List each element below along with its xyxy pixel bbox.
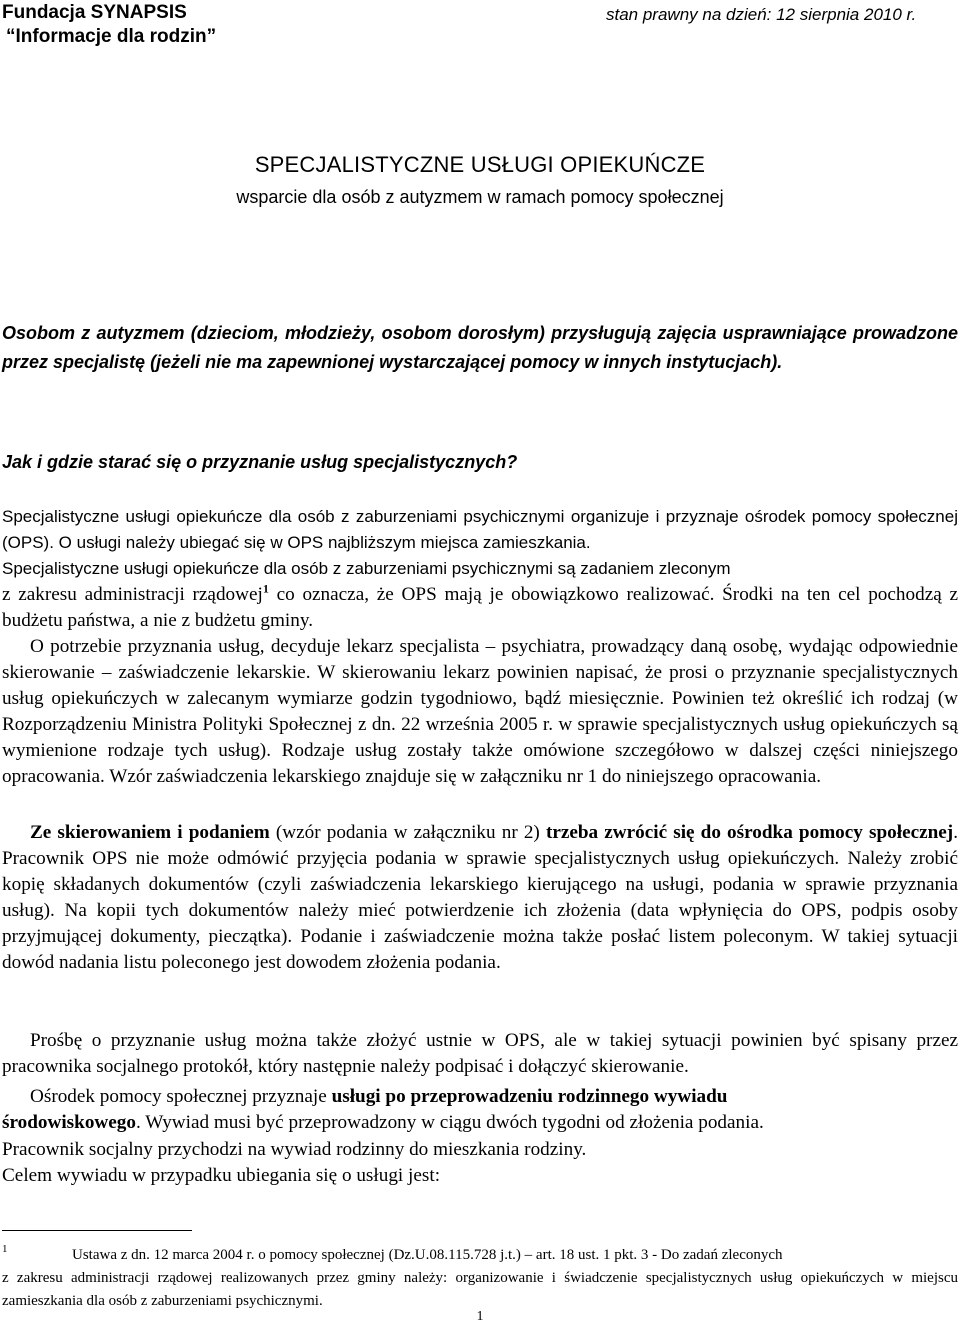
footnote-first-line: Ustawa z dn. 12 marca 2004 r. o pomocy społecznej (Dz.U.08.115.728 j.t.) – art. 18 ust. 1 pkt. 3 - Do zadań zleconych (72, 1247, 783, 1263)
emphasis-family-interview: usługi po przeprowadzeniu rodzinnego wywiadu (331, 1086, 728, 1107)
emphasis-referral-application: Ze skierowaniem i podaniem (30, 822, 270, 843)
footnote-reference: 1 (262, 581, 269, 596)
paragraph-oral-request: Prośbę o przyznanie usług można także złożyć ustnie w OPS, ale w takiej sytuacji powinien być spisany przez pracownika socjalnego protokół, który następnie należy podpisać i dołączyć skierowanie. (2, 1030, 958, 1077)
footnote-divider (2, 1230, 192, 1231)
section-heading: Jak i gdzie starać się o przyznanie usług specjalistycznych? (2, 452, 518, 472)
paragraph-state-budget-end: co oznacza, że OPS mają je obowiązkowo realizować. Środki na ten cel pochodzą z budżetu państwa, a nie z budżetu gminy. (2, 584, 958, 631)
paragraph-state-budget (2, 582, 958, 634)
paragraph-application (2, 820, 958, 976)
page-number: 1 (476, 1309, 484, 1324)
emphasis-contact-ops: trzeba zwrócić się do ośrodka pomocy społecznej (545, 822, 954, 843)
footnote-mark: 1 (2, 1243, 8, 1255)
document-title: SPECJALISTYCZNE USŁUGI OPIEKUŃCZE (254, 152, 706, 177)
series-title: “Informacje dla rodzin” (6, 26, 217, 47)
paragraph-social-worker: Pracownik socjalny przychodzi na wywiad rodzinny do mieszkania rodziny. (2, 1139, 587, 1160)
paragraph-state-budget-start: z zakresu administracji rządowej (2, 584, 263, 605)
paragraph-interview-goal: Celem wywiadu w przypadku ubiegania się o usługi jest: (2, 1165, 441, 1186)
document-subtitle: wsparcie dla osób z autyzmem w ramach pomocy społecznej (236, 187, 724, 207)
legal-status-date: stan prawny na dzień: 12 sierpnia 2010 r. (606, 5, 917, 24)
paragraph-ops-organizes: Specjalistyczne usługi opiekuńcze dla osób z zaburzeniami psychicznymi organizuje i przyznaje ośrodek pomocy społecznej (OPS). O usługi należy ubiegać się w OPS najbliższym miejsca zamieszkania. (2, 507, 958, 552)
footnote (2, 1244, 958, 1313)
footnote-continuation: z zakresu administracji rządowej realizowanych przez gminy należy: organizowanie i świadczenie specjalistycznych usług opiekuńczych w miejscu zamieszkania dla osób z zaburzeniami psychicznymi. (2, 1270, 958, 1309)
intro-paragraph: Osobom z autyzmem (dzieciom, młodzieży, osobom dorosłym) przysługują zajęcia usprawniające prowadzone przez specjalistę (jeżeli nie ma zapewnionej wystarczającej pomocy w innych instytucjach). (2, 323, 958, 372)
paragraph-commissioned-task: Specjalistyczne usługi opiekuńcze dla osób z zaburzeniami psychicznymi są zadaniem zleconym (2, 559, 731, 578)
application-template-note: (wzór podania w załączniku nr 2) (269, 822, 546, 843)
organization-name: Fundacja SYNAPSIS (2, 2, 187, 23)
paragraph-interview-intro (2, 1084, 958, 1110)
paragraph-interview-deadline (2, 1110, 958, 1136)
paragraph-doctor-referral: O potrzebie przyznania usług, decyduje lekarz specjalista – psychiatra, prowadzący daną osobę, wydając odpowiednie skierowanie – zaświadczenie lekarskie. W skierowaniu lekarz powinien napisać, że prosi o przyznanie specjalistycznych usług opiekuńczych w zalecanym wymiarze godzin tygodniowo, bądź miesięcznie. Powinien też określić ich rodzaj (w Rozporządzeniu Ministra Polityki Społecznej z dn. 22 września 2005 r. w sprawie specjalistycznych usług opiekuńczych są wymienione rodzaje tych usług). Rodzaje usług zostały także omówione szczegółowo w dalszej części niniejszego opracowania. Wzór zaświadczenia lekarskiego znajduje się w załączniku nr 1 do niniejszego opracowania. (2, 636, 958, 787)
interview-deadline-text: . Wywiad musi być przeprowadzony w ciągu dwóch tygodni od złożenia podania. (135, 1112, 764, 1133)
application-details: . Pracownik OPS nie może odmówić przyjęcia podania w sprawie specjalistycznych usług opiekuńczych. Należy zrobić kopię składanych dokumentów (czyli zaświadczenia lekarskiego kierującego na usługi, podania w sprawie przyznania usług). Na kopii tych dokumentów należy mieć potwierdzenie ich złożenia (data wpłynięcia do OPS, podpis osoby przyjmującej dokumenty, pieczątka). Podanie i zaświadczenie można także posłać listem poleconym. W takiej sytuacji dowód nadania listu poleconego jest dowodem złożenia podania. (2, 822, 958, 973)
emphasis-environmental: środowiskowego (2, 1112, 136, 1133)
interview-intro-text: Ośrodek pomocy społecznej przyznaje (30, 1086, 332, 1107)
